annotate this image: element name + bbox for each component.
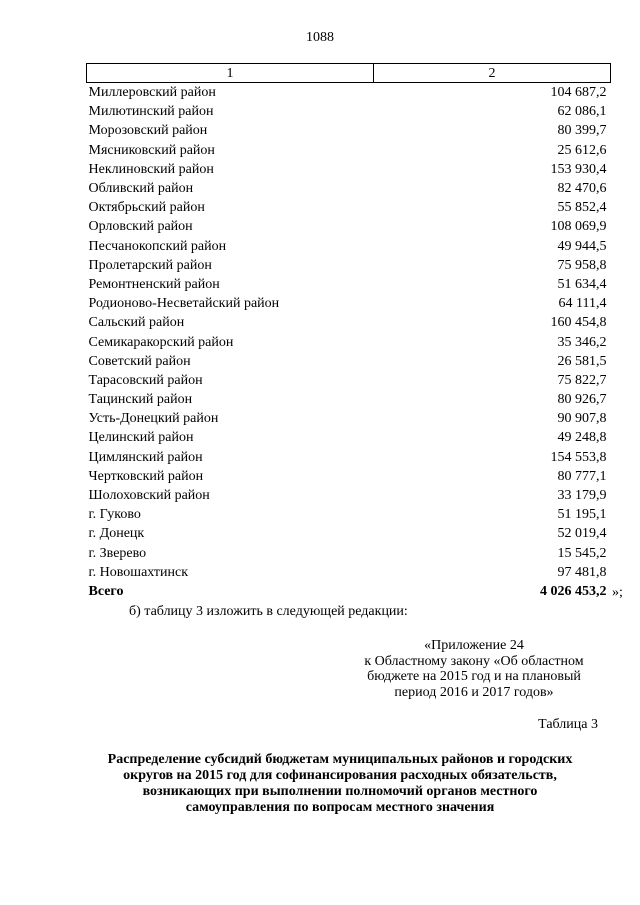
table-caption: Таблица 3 (538, 717, 598, 732)
instruction-text: б) таблицу 3 изложить в следующей редакции: (129, 604, 408, 619)
table-row (87, 352, 611, 371)
table-row (87, 428, 611, 447)
district-name: Целинский район (88, 430, 194, 446)
table-row (87, 160, 611, 179)
subsidy-amount: 80 777,1 (557, 468, 607, 484)
district-name: г. Новошахтинск (88, 564, 189, 580)
table-row (87, 371, 611, 390)
title-line: возникающих при выполнении полномочий органов местного (142, 784, 538, 799)
district-name: Неклиновский район (88, 161, 214, 177)
subsidy-amount: 80 926,7 (557, 392, 607, 408)
subsidy-amount: 33 179,9 (557, 488, 607, 504)
district-name: г. Зверево (88, 545, 147, 561)
district-name: Чертковский район (88, 468, 204, 484)
appendix-line: период 2016 и 2017 годов» (394, 684, 554, 700)
table-row (87, 544, 611, 563)
total-closing-quote: »; (612, 585, 623, 600)
subsidy-amount: 75 958,8 (557, 257, 607, 273)
district-name: Обливский район (88, 181, 194, 197)
subsidy-amount: 80 399,7 (557, 123, 607, 139)
table-row (87, 390, 611, 409)
table-row (87, 294, 611, 313)
table-row (87, 467, 611, 486)
subsidy-amount: 15 545,2 (557, 545, 607, 561)
table-row (87, 179, 611, 198)
district-name: Морозовский район (88, 123, 208, 139)
district-name: Семикаракорский район (88, 334, 234, 350)
subsidy-amount: 75 822,7 (557, 372, 607, 388)
district-name: г. Донецк (88, 526, 145, 542)
subsidy-amount: 25 612,6 (557, 142, 607, 158)
subsidy-amount: 35 346,2 (557, 334, 607, 350)
district-name: Ремонтненский район (88, 276, 220, 292)
table-row (87, 486, 611, 505)
table-body (87, 83, 611, 582)
subsidy-amount: 49 944,5 (557, 238, 607, 254)
table-total-row (87, 582, 611, 601)
district-name: Родионово-Несветайский район (88, 296, 280, 312)
subsidy-amount: 108 069,9 (550, 219, 607, 235)
subsidy-amount: 97 481,8 (557, 564, 607, 580)
title-line: Распределение субсидий бюджетам муниципальных районов и городских (107, 752, 573, 767)
district-name: Цимлянский район (88, 449, 203, 465)
total-label: Всего (88, 583, 124, 599)
table-row (87, 275, 611, 294)
table-row (87, 237, 611, 256)
title-line: округов на 2015 год для софинансирования расходных обязательств, (123, 768, 557, 783)
district-name: Шолоховский район (88, 488, 210, 504)
district-name: Тацинский район (88, 392, 193, 408)
table-row (87, 448, 611, 467)
appendix-line: бюджете на 2015 год и на плановый (367, 669, 581, 684)
district-name: Усть-Донецкий район (88, 411, 219, 427)
district-name: г. Гуково (88, 507, 141, 523)
table-header-row (87, 64, 611, 83)
column-header-2: 2 (374, 64, 611, 83)
district-name: Сальский район (88, 315, 185, 331)
district-name: Песчанокопский район (88, 238, 227, 254)
district-name: Октябрьский район (88, 200, 205, 216)
district-name: Мясниковский район (88, 142, 215, 158)
district-name: Тарасовский район (88, 372, 203, 388)
subsidy-amount: 160 454,8 (550, 315, 607, 331)
table-row (87, 409, 611, 428)
subsidy-amount: 49 248,8 (557, 430, 607, 446)
subsidy-table (86, 63, 611, 601)
table-row (87, 524, 611, 543)
subsidy-amount: 90 907,8 (557, 411, 607, 427)
appendix-line: «Приложение 24 (424, 638, 524, 653)
table-row (87, 505, 611, 524)
subsidy-amount: 104 687,2 (550, 85, 607, 101)
district-name: Орловский район (88, 219, 193, 235)
subsidy-amount: 153 930,4 (550, 161, 607, 177)
district-name: Миллеровский район (88, 85, 216, 101)
table-row (87, 198, 611, 217)
table-row (87, 256, 611, 275)
document-title (80, 752, 600, 816)
appendix-reference (334, 638, 614, 700)
column-header-1: 1 (87, 64, 374, 83)
subsidy-amount: 62 086,1 (557, 104, 607, 120)
subsidy-amount: 55 852,4 (557, 200, 607, 216)
subsidy-amount: 52 019,4 (557, 526, 607, 542)
table-row (87, 102, 611, 121)
appendix-line: к Областному закону «Об областном (364, 653, 584, 669)
table-row (87, 313, 611, 332)
table-row (87, 121, 611, 140)
table-row (87, 563, 611, 582)
table-row (87, 141, 611, 160)
subsidy-amount: 51 634,4 (557, 276, 607, 292)
table-row (87, 83, 611, 103)
subsidy-amount: 26 581,5 (557, 353, 607, 369)
district-name: Милютинский район (88, 104, 214, 120)
table-row (87, 332, 611, 351)
title-line: самоуправления по вопросам местного значения (185, 800, 495, 815)
district-name: Советский район (88, 353, 191, 369)
subsidy-amount: 64 111,4 (558, 296, 607, 312)
subsidy-amount: 154 553,8 (550, 449, 607, 465)
district-name: Пролетарский район (88, 257, 212, 273)
subsidy-amount: 51 195,1 (557, 507, 607, 523)
table-row (87, 217, 611, 236)
subsidy-amount: 82 470,6 (557, 181, 607, 197)
total-value: 4 026 453,2 (540, 583, 607, 599)
page-number: 1088 (306, 30, 334, 45)
